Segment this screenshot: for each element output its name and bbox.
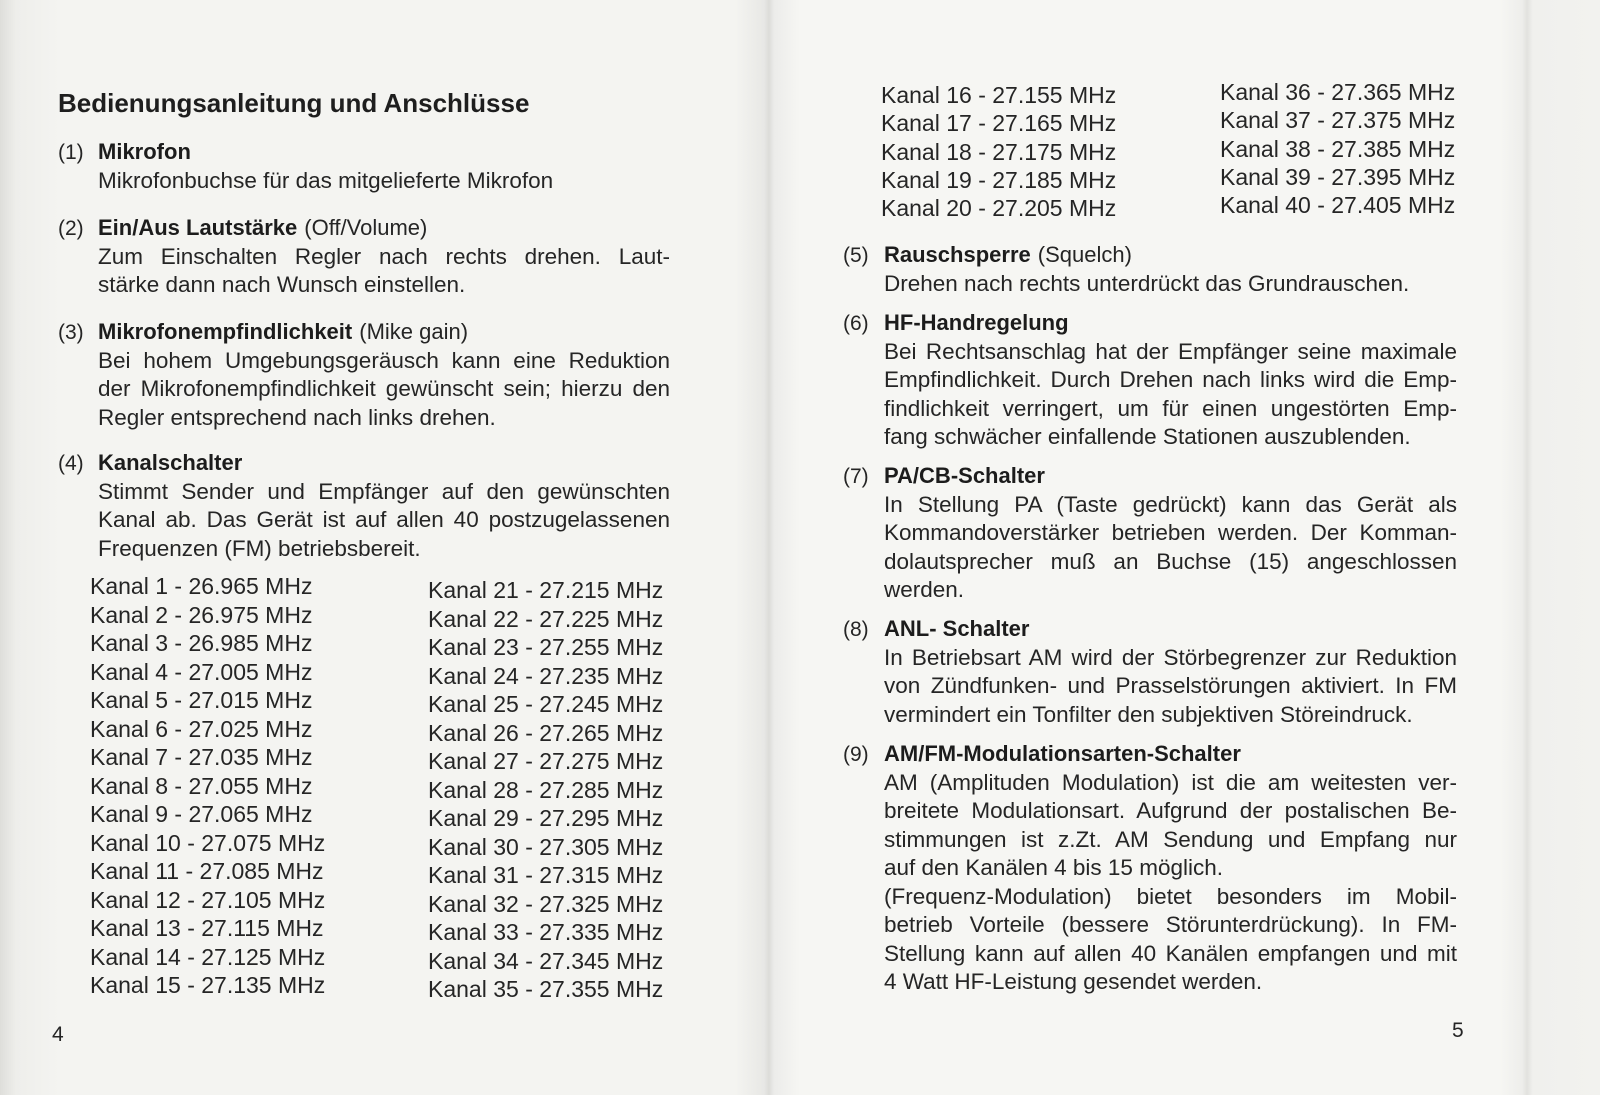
- channel-row: Kanal 38 - 27.385 MHz: [1220, 135, 1456, 162]
- section-heading: [843, 740, 1457, 769]
- section-body: [884, 270, 1457, 299]
- channel-row: Kanal 21 - 27.215 MHz: [428, 577, 664, 603]
- channel-row: Kanal 34 - 27.345 MHz: [428, 947, 664, 974]
- section-heading: [843, 241, 1457, 270]
- section-body: [884, 644, 1457, 730]
- page-number: 4: [52, 1023, 64, 1046]
- channel-row: Kanal 9 - 27.065 MHz: [90, 801, 313, 827]
- body-line: breitete Modulationsart. Aufgrund der postalischen Be-: [884, 798, 1457, 823]
- body-line: vermindert ein Tonfilter den subjektiven Störeindruck.: [884, 701, 1413, 727]
- channel-row: Kanal 19 - 27.185 MHz: [881, 166, 1117, 193]
- body-line: Bei Rechtsanschlag hat der Empfänger seine maximale: [884, 338, 1457, 364]
- channel-row: Kanal 35 - 27.355 MHz: [428, 976, 664, 1002]
- channel-row: Kanal 28 - 27.285 MHz: [428, 776, 664, 803]
- channel-row: Kanal 36 - 27.365 MHz: [1220, 79, 1456, 105]
- body-line: stärke dann nach Wunsch einstellen.: [98, 272, 466, 297]
- channel-row: Kanal 16 - 27.155 MHz: [881, 82, 1117, 108]
- channel-row: Kanal 17 - 27.165 MHz: [881, 110, 1117, 137]
- item-label: Ein/Aus Lautstärke: [98, 215, 298, 240]
- item-label: Kanalschalter: [98, 450, 243, 475]
- section-heading: [843, 462, 1457, 491]
- section-heading: [58, 138, 670, 167]
- item-number: (8): [843, 618, 869, 641]
- channel-row: Kanal 8 - 27.055 MHz: [90, 772, 313, 799]
- item-number: (1): [58, 141, 84, 164]
- body-line: Kanal ab. Das Gerät ist auf allen 40 postzugelassenen: [98, 507, 670, 532]
- page-number: 5: [1452, 1019, 1464, 1042]
- body-line: der Mikrofonempfindlichkeit gewünscht sein; hierzu den: [98, 376, 670, 401]
- item-number: (5): [843, 244, 869, 267]
- channel-row: Kanal 18 - 27.175 MHz: [881, 138, 1117, 165]
- channel-row: Kanal 14 - 27.125 MHz: [90, 943, 326, 970]
- item-label: Mikrofon: [98, 139, 191, 164]
- channel-list-1-15: [90, 572, 325, 1000]
- item-number: (9): [843, 743, 869, 766]
- body-line: Empfindlichkeit. Durch Drehen nach links wird die Emp-: [884, 367, 1457, 392]
- section-heading: [58, 318, 670, 347]
- body-line: In Stellung PA (Taste gedrückt) kann das Gerät als: [884, 491, 1457, 517]
- item-label: PA/CB-Schalter: [884, 463, 1045, 488]
- channel-row: Kanal 29 - 27.295 MHz: [428, 805, 664, 831]
- channel-row: Kanal 10 - 27.075 MHz: [90, 829, 326, 856]
- item-label: AM/FM-Modulationsarten-Schalter: [884, 741, 1241, 766]
- section-heading: [843, 309, 1457, 338]
- body-line: Mikrofonbuchse für das mitgelieferte Mikrofon: [98, 167, 554, 193]
- channel-row: Kanal 4 - 27.005 MHz: [90, 658, 313, 685]
- channel-row: Kanal 22 - 27.225 MHz: [428, 605, 664, 632]
- body-line: Stellung kann auf allen 40 Kanälen empfangen und mit: [884, 940, 1457, 966]
- body-line: dolautsprecher muß an Buchse (15) angeschlossen: [884, 548, 1457, 574]
- section-body: [98, 347, 670, 433]
- section-anl-schalter: [843, 615, 1457, 729]
- channel-row: Kanal 26 - 27.265 MHz: [428, 719, 664, 746]
- section-heading: [58, 214, 670, 243]
- channel-row: Kanal 5 - 27.015 MHz: [90, 687, 313, 713]
- body-line: von Zündfunken- und Prasselstörungen aktiviert. In FM: [884, 673, 1457, 698]
- section-body: [884, 769, 1457, 997]
- body-line: auf den Kanälen 4 bis 15 möglich.: [884, 855, 1223, 880]
- section-pa-cb-schalter: [843, 462, 1457, 605]
- body-line: betrieb Vorteile (bessere Störunterdrückung). In FM-: [884, 912, 1457, 937]
- page-title: Bedienungsanleitung und Anschlüsse: [58, 88, 530, 118]
- channel-row: Kanal 15 - 27.135 MHz: [90, 972, 326, 998]
- item-number: (7): [843, 465, 869, 488]
- item-note: (Squelch): [1037, 242, 1132, 267]
- section-kanalschalter: [58, 449, 670, 563]
- channel-row: Kanal 24 - 27.235 MHz: [428, 662, 664, 689]
- body-line: stimmungen ist z.Zt. AM Sendung und Empfang nur: [884, 826, 1457, 852]
- section-body: [98, 243, 670, 300]
- body-line: Kommandoverstärker betrieben werden. Der Komman-: [884, 520, 1457, 545]
- body-line: AM (Amplituden Modulation) ist die am weitesten ver-: [884, 769, 1457, 795]
- item-number: (4): [58, 452, 84, 475]
- body-line: (Frequenz-Modulation) bietet besonders im Mobil-: [884, 883, 1457, 909]
- body-line: 4 Watt HF-Leistung gesendet werden.: [884, 969, 1263, 994]
- right-page: [770, 0, 1600, 1095]
- channel-list-21-35: [428, 576, 663, 1004]
- item-note: (Off/Volume): [304, 215, 428, 240]
- section-heading: [843, 615, 1457, 644]
- body-line: Regler entsprechend nach links drehen.: [98, 404, 496, 430]
- channel-row: Kanal 23 - 27.255 MHz: [428, 634, 664, 660]
- item-number: (2): [58, 217, 84, 240]
- body-line: Bei hohem Umgebungsgeräusch kann eine Reduktion: [98, 347, 670, 373]
- item-label: Mikrofonempfindlichkeit: [98, 319, 353, 344]
- channel-row: Kanal 32 - 27.325 MHz: [428, 890, 664, 917]
- section-ein-aus-lautstaerke: [58, 214, 670, 300]
- body-line: werden.: [884, 577, 965, 602]
- body-line: Zum Einschalten Regler nach rechts drehen. Laut-: [98, 243, 670, 269]
- section-body: [98, 167, 670, 196]
- channel-row: Kanal 25 - 27.245 MHz: [428, 691, 664, 717]
- item-label: ANL- Schalter: [884, 616, 1030, 641]
- channel-list-16-20: [881, 81, 1116, 222]
- channel-row: Kanal 37 - 27.375 MHz: [1220, 107, 1456, 134]
- body-line: In Betriebsart AM wird der Störbegrenzer zur Reduktion: [884, 644, 1457, 670]
- body-line: Drehen nach rechts unterdrückt das Grundrauschen.: [884, 270, 1410, 296]
- body-line: fang schwächer einfallende Stationen auszublenden.: [884, 424, 1411, 449]
- section-body: [98, 478, 670, 564]
- channel-row: Kanal 13 - 27.115 MHz: [90, 915, 324, 941]
- channel-row: Kanal 27 - 27.275 MHz: [428, 748, 664, 774]
- section-body: [884, 491, 1457, 605]
- channel-row: Kanal 12 - 27.105 MHz: [90, 886, 326, 913]
- channel-row: Kanal 40 - 27.405 MHz: [1220, 192, 1456, 218]
- channel-row: Kanal 11 - 27.085 MHz: [90, 858, 324, 884]
- section-mikrofonempfindlichkeit: [58, 318, 670, 432]
- channel-row: Kanal 20 - 27.205 MHz: [881, 195, 1117, 221]
- item-note: (Mike gain): [359, 319, 469, 344]
- channel-row: Kanal 33 - 27.335 MHz: [428, 919, 664, 945]
- body-line: Stimmt Sender und Empfänger auf den gewünschten: [98, 478, 670, 504]
- channel-row: Kanal 1 - 26.965 MHz: [90, 573, 313, 599]
- item-number: (6): [843, 312, 869, 335]
- channel-row: Kanal 7 - 27.035 MHz: [90, 744, 313, 770]
- section-mikrofon: [58, 138, 670, 195]
- channel-row: Kanal 30 - 27.305 MHz: [428, 833, 664, 860]
- left-page: [0, 0, 768, 1095]
- item-label: Rauschsperre: [884, 242, 1031, 267]
- item-number: (3): [58, 321, 84, 344]
- channel-row: Kanal 6 - 27.025 MHz: [90, 715, 313, 742]
- channel-row: Kanal 31 - 27.315 MHz: [428, 862, 664, 888]
- section-rauschsperre: [843, 241, 1457, 298]
- section-heading: [58, 449, 670, 478]
- channel-row: Kanal 3 - 26.985 MHz: [90, 630, 313, 656]
- item-label: HF-Handregelung: [884, 310, 1069, 335]
- channel-row: Kanal 2 - 26.975 MHz: [90, 601, 313, 628]
- channel-list-36-40: [1220, 78, 1455, 219]
- channel-row: Kanal 39 - 27.395 MHz: [1220, 163, 1456, 190]
- body-line: Frequenzen (FM) betriebsbereit.: [98, 535, 421, 561]
- section-hf-handregelung: [843, 309, 1457, 452]
- body-line: findlichkeit verringert, um für einen ungestörten Emp-: [884, 395, 1457, 421]
- section-am-fm-schalter: [843, 740, 1457, 997]
- section-body: [884, 338, 1457, 452]
